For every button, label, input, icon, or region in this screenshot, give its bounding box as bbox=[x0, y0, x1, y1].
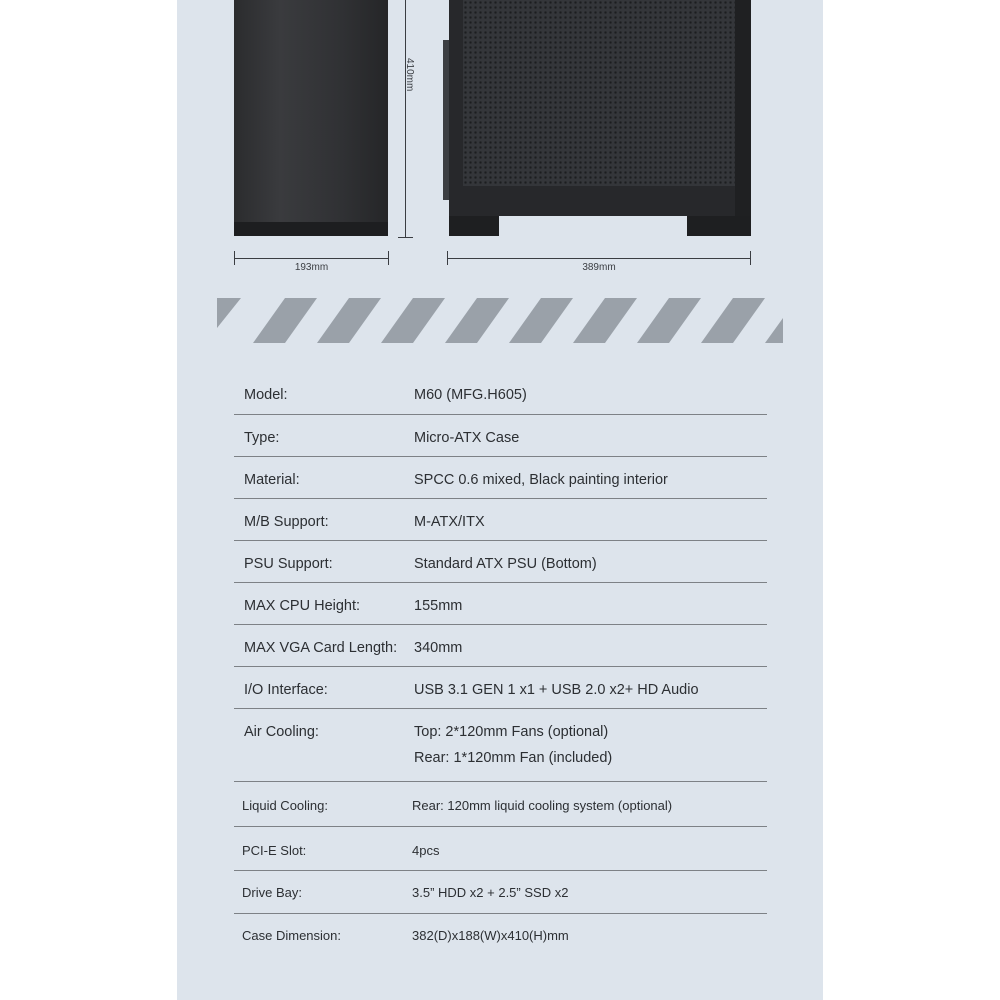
case-front-foot bbox=[234, 222, 388, 236]
spec-row-air-cooling bbox=[234, 709, 767, 782]
depth-dimension-label: 389mm bbox=[582, 262, 616, 273]
spec-value bbox=[414, 583, 767, 614]
spec-label: MAX CPU Height: bbox=[244, 598, 361, 614]
spec-value-line: 4pcs bbox=[412, 843, 440, 858]
spec-value bbox=[414, 704, 767, 771]
height-dimension-line bbox=[405, 0, 406, 238]
mesh-panel bbox=[463, 0, 735, 186]
spec-row-psu-support bbox=[234, 541, 767, 583]
spec-row-case-dimension bbox=[234, 914, 767, 956]
spec-value-line: Standard ATX PSU (Bottom) bbox=[414, 556, 597, 572]
spec-label: M/B Support: bbox=[244, 514, 329, 530]
spec-label: Liquid Cooling: bbox=[242, 798, 329, 813]
spec-value-line: Rear: 120mm liquid cooling system (optional) bbox=[412, 798, 673, 813]
spec-value-line: 340mm bbox=[414, 640, 463, 656]
spec-row-io-interface bbox=[234, 667, 767, 709]
spec-label: Model: bbox=[244, 387, 288, 403]
spec-row-material bbox=[234, 457, 767, 499]
spec-value-line: SPCC 0.6 mixed, Black painting interior bbox=[414, 472, 668, 488]
spec-value-line: 3.5” HDD x2 + 2.5” SSD x2 bbox=[412, 885, 569, 900]
spec-value bbox=[412, 827, 767, 858]
spec-value bbox=[414, 667, 767, 698]
spec-label: Case Dimension: bbox=[242, 928, 341, 943]
spec-value bbox=[414, 499, 767, 530]
spec-value-line: M60 (MFG.H605) bbox=[414, 387, 527, 403]
spec-value bbox=[414, 415, 767, 446]
spec-label: MAX VGA Card Length: bbox=[244, 640, 398, 656]
spec-value bbox=[412, 914, 767, 943]
spec-label: I/O Interface: bbox=[244, 682, 328, 698]
height-dimension-cap bbox=[398, 237, 413, 238]
case-side-strip bbox=[735, 0, 751, 216]
spec-label: Drive Bay: bbox=[242, 885, 302, 900]
depth-dimension-line bbox=[447, 258, 751, 259]
spec-table bbox=[234, 374, 767, 956]
spec-label: PCI-E Slot: bbox=[242, 843, 307, 858]
case-foot-right bbox=[687, 216, 751, 236]
spec-label: Type: bbox=[244, 430, 280, 446]
spec-value-line: 382(D)x188(W)x410(H)mm bbox=[412, 928, 569, 943]
spec-value-line: Top: 2*120mm Fans (optional) bbox=[414, 724, 609, 740]
spec-panel bbox=[177, 0, 823, 1000]
spec-value bbox=[412, 782, 767, 813]
spec-row-drive-bay bbox=[234, 871, 767, 914]
spec-value-line: Micro-ATX Case bbox=[414, 430, 520, 446]
spec-row-type bbox=[234, 415, 767, 457]
spec-value bbox=[414, 625, 767, 656]
spec-label: Air Cooling: bbox=[244, 724, 319, 740]
spec-value-line: Rear: 1*120mm Fan (included) bbox=[414, 750, 613, 766]
width-dimension-label: 193mm bbox=[294, 262, 329, 273]
spec-value bbox=[414, 541, 767, 572]
spec-row-pcie-slot bbox=[234, 827, 767, 871]
spec-value bbox=[414, 374, 767, 403]
spec-row-model bbox=[234, 374, 767, 415]
case-foot-left bbox=[449, 216, 499, 236]
spec-value-line: USB 3.1 GEN 1 x1 + USB 2.0 x2+ HD Audio bbox=[414, 682, 699, 698]
spec-value-line: 155mm bbox=[414, 598, 463, 614]
spec-label: Material: bbox=[244, 472, 300, 488]
spec-row-liquid-cooling bbox=[234, 782, 767, 827]
width-dimension-line bbox=[234, 258, 389, 259]
spec-row-cpu-height bbox=[234, 583, 767, 625]
height-dimension-label: 410mm bbox=[404, 58, 415, 92]
spec-row-mb-support bbox=[234, 499, 767, 541]
spec-value bbox=[412, 871, 767, 900]
case-front-view bbox=[234, 0, 388, 222]
stripe-band bbox=[217, 298, 783, 343]
spec-label: PSU Support: bbox=[244, 556, 333, 572]
spec-row-vga-length bbox=[234, 625, 767, 667]
spec-value bbox=[414, 457, 767, 488]
spec-value-line: M-ATX/ITX bbox=[414, 514, 485, 530]
